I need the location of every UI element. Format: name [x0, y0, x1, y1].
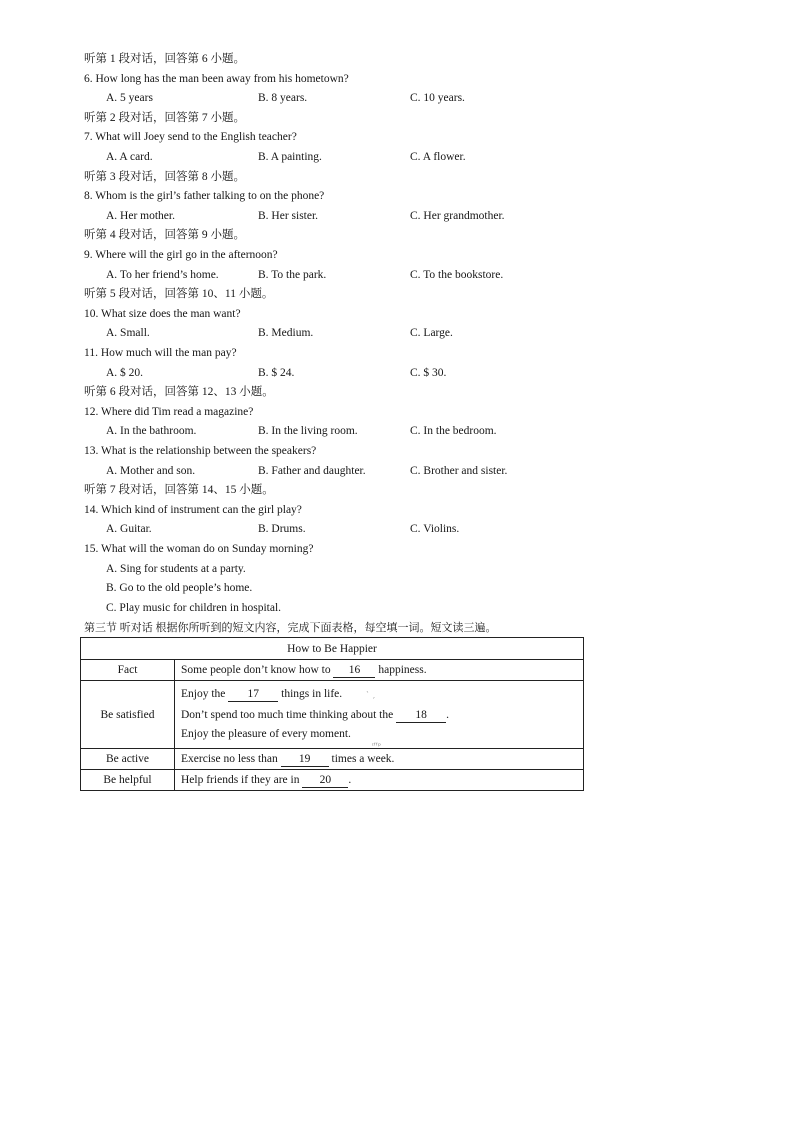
option-row	[0, 560, 794, 578]
option-row	[0, 207, 794, 225]
section-heading: 听第 2 段对话，回答第 7 小题。	[84, 111, 245, 124]
option-row	[0, 148, 794, 166]
question-stem: 14. Which kind of instrument can the girl play?	[84, 503, 302, 516]
pencil-scribble-icon: ᶦᶠᶠᵖ	[372, 742, 381, 750]
cell-line	[181, 750, 577, 769]
answer-option[interactable]: B. $ 24.	[258, 366, 295, 379]
cell-line	[181, 661, 577, 680]
line-text: Enjoy the	[181, 688, 226, 700]
answer-option[interactable]: B. In the living room.	[258, 425, 358, 438]
answer-option[interactable]: A. Mother and son.	[106, 464, 196, 477]
answer-option[interactable]: B. 8 years.	[258, 92, 308, 105]
answer-option[interactable]: C. 10 years.	[410, 92, 465, 105]
answer-option[interactable]: C. Play music for children in hospital.	[106, 601, 282, 614]
table-row	[81, 770, 584, 791]
answer-option[interactable]: A. $ 20.	[106, 366, 144, 379]
answer-blank-18[interactable]: 18	[396, 709, 446, 723]
answer-option[interactable]: A. In the bathroom.	[106, 425, 197, 438]
line-text: .	[348, 773, 352, 786]
cell-line	[181, 685, 577, 704]
answer-option[interactable]: B. Drums.	[258, 523, 306, 536]
table-caption-row	[81, 638, 584, 660]
answer-option[interactable]: B. Medium.	[258, 327, 314, 340]
table-row	[81, 681, 584, 749]
cell-line	[181, 706, 577, 725]
answer-option[interactable]: A. Sing for students at a party.	[106, 562, 246, 575]
option-row	[0, 364, 794, 382]
line-text: Help friends if they are in	[181, 773, 300, 786]
answer-option[interactable]: C. Her grandmother.	[410, 209, 505, 222]
answer-option[interactable]: B. Go to the old people’s home.	[106, 582, 253, 595]
row-content	[175, 660, 584, 681]
option-row	[0, 599, 794, 617]
answer-option[interactable]: A. Her mother.	[106, 209, 175, 222]
answer-option[interactable]: A. 5 years	[106, 92, 153, 105]
option-row	[0, 462, 794, 480]
question-stem: 7. What will Joey send to the English teacher?	[84, 131, 297, 144]
section3-instruction: 第三节 听对话 根据你所听到的短文内容，完成下面表格，每空填一词。短文读三遍。	[84, 622, 497, 634]
row-label: Be active	[81, 749, 175, 770]
answer-option[interactable]: B. To the park.	[258, 268, 327, 281]
section-heading: 听第 1 段对话，回答第 6 小题。	[84, 53, 245, 65]
section-heading: 听第 4 段对话，回答第 9 小题。	[84, 229, 245, 242]
section-heading: 听第 5 段对话，回答第 10、11 小题。	[84, 288, 274, 301]
question-stem: 9. Where will the girl go in the afternoon?	[84, 249, 278, 261]
answer-option[interactable]: C. A flower.	[410, 151, 466, 163]
answer-blank-16[interactable]: 16	[333, 664, 375, 678]
table-row	[81, 749, 584, 770]
answer-option[interactable]: A. Guitar.	[106, 523, 152, 536]
line-text: Don’t spend too much time thinking about the	[181, 709, 394, 721]
answer-blank-20[interactable]: 20	[302, 774, 348, 788]
row-content	[175, 770, 584, 791]
line-text: times a week.	[331, 752, 395, 765]
answer-option[interactable]: B. A painting.	[258, 151, 322, 163]
option-row	[0, 89, 794, 107]
question-stem: 13. What is the relationship between the speakers?	[84, 445, 317, 457]
answer-option[interactable]: C. Violins.	[410, 523, 460, 536]
answer-option[interactable]: A. To her friend’s home.	[106, 268, 219, 281]
section-heading: 听第 6 段对话，回答第 12、13 小题。	[84, 386, 274, 399]
row-content	[175, 681, 584, 749]
question-stem: 11. How much will the man pay?	[84, 347, 237, 359]
answer-blank-17[interactable]: 17	[228, 688, 278, 702]
line-text: Enjoy the pleasure of every moment.	[181, 728, 351, 740]
answer-option[interactable]: C. $ 30.	[410, 366, 447, 379]
row-label: Fact	[81, 660, 175, 681]
answer-option[interactable]: C. Large.	[410, 327, 453, 340]
answer-option[interactable]: A. A card.	[106, 151, 153, 163]
answer-option[interactable]: A. Small.	[106, 327, 150, 340]
line-text: Some people don’t know how to	[181, 663, 331, 676]
answer-option[interactable]: C. Brother and sister.	[410, 464, 508, 477]
section-heading: 听第 7 段对话，回答第 14、15 小题。	[84, 484, 274, 497]
option-row	[0, 324, 794, 342]
section-heading: 听第 3 段对话，回答第 8 小题。	[84, 170, 245, 183]
table-caption: How to Be Happier	[81, 638, 584, 660]
cell-line	[181, 771, 577, 790]
option-row	[0, 422, 794, 440]
row-label: Be satisfied	[81, 681, 175, 749]
question-stem: 12. Where did Tim read a magazine?	[84, 405, 254, 418]
row-label: Be helpful	[81, 770, 175, 791]
question-stem: 6. How long has the man been away from his hometown?	[84, 72, 349, 85]
pencil-mark-icon: ˋ ˏ	[366, 691, 376, 699]
line-text: .	[446, 709, 449, 721]
question-stem: 15. What will the woman do on Sunday morning?	[84, 543, 314, 555]
answer-option[interactable]: C. To the bookstore.	[410, 268, 504, 281]
row-content	[175, 749, 584, 770]
answer-option[interactable]: B. Her sister.	[258, 209, 319, 222]
answer-blank-19[interactable]: 19	[281, 753, 329, 767]
answer-option[interactable]: C. In the bedroom.	[410, 425, 497, 438]
option-row	[0, 579, 794, 597]
line-text: things in life.	[281, 688, 343, 700]
question-stem: 10. What size does the man want?	[84, 307, 241, 320]
answer-option[interactable]: B. Father and daughter.	[258, 464, 366, 477]
option-row	[0, 520, 794, 538]
line-text: happiness.	[378, 663, 427, 676]
question-stem: 8. Whom is the girl’s father talking to on the phone?	[84, 190, 325, 203]
table-row	[81, 660, 584, 681]
option-row	[0, 266, 794, 284]
line-text: Exercise no less than	[181, 752, 278, 765]
fill-in-table	[80, 637, 584, 791]
